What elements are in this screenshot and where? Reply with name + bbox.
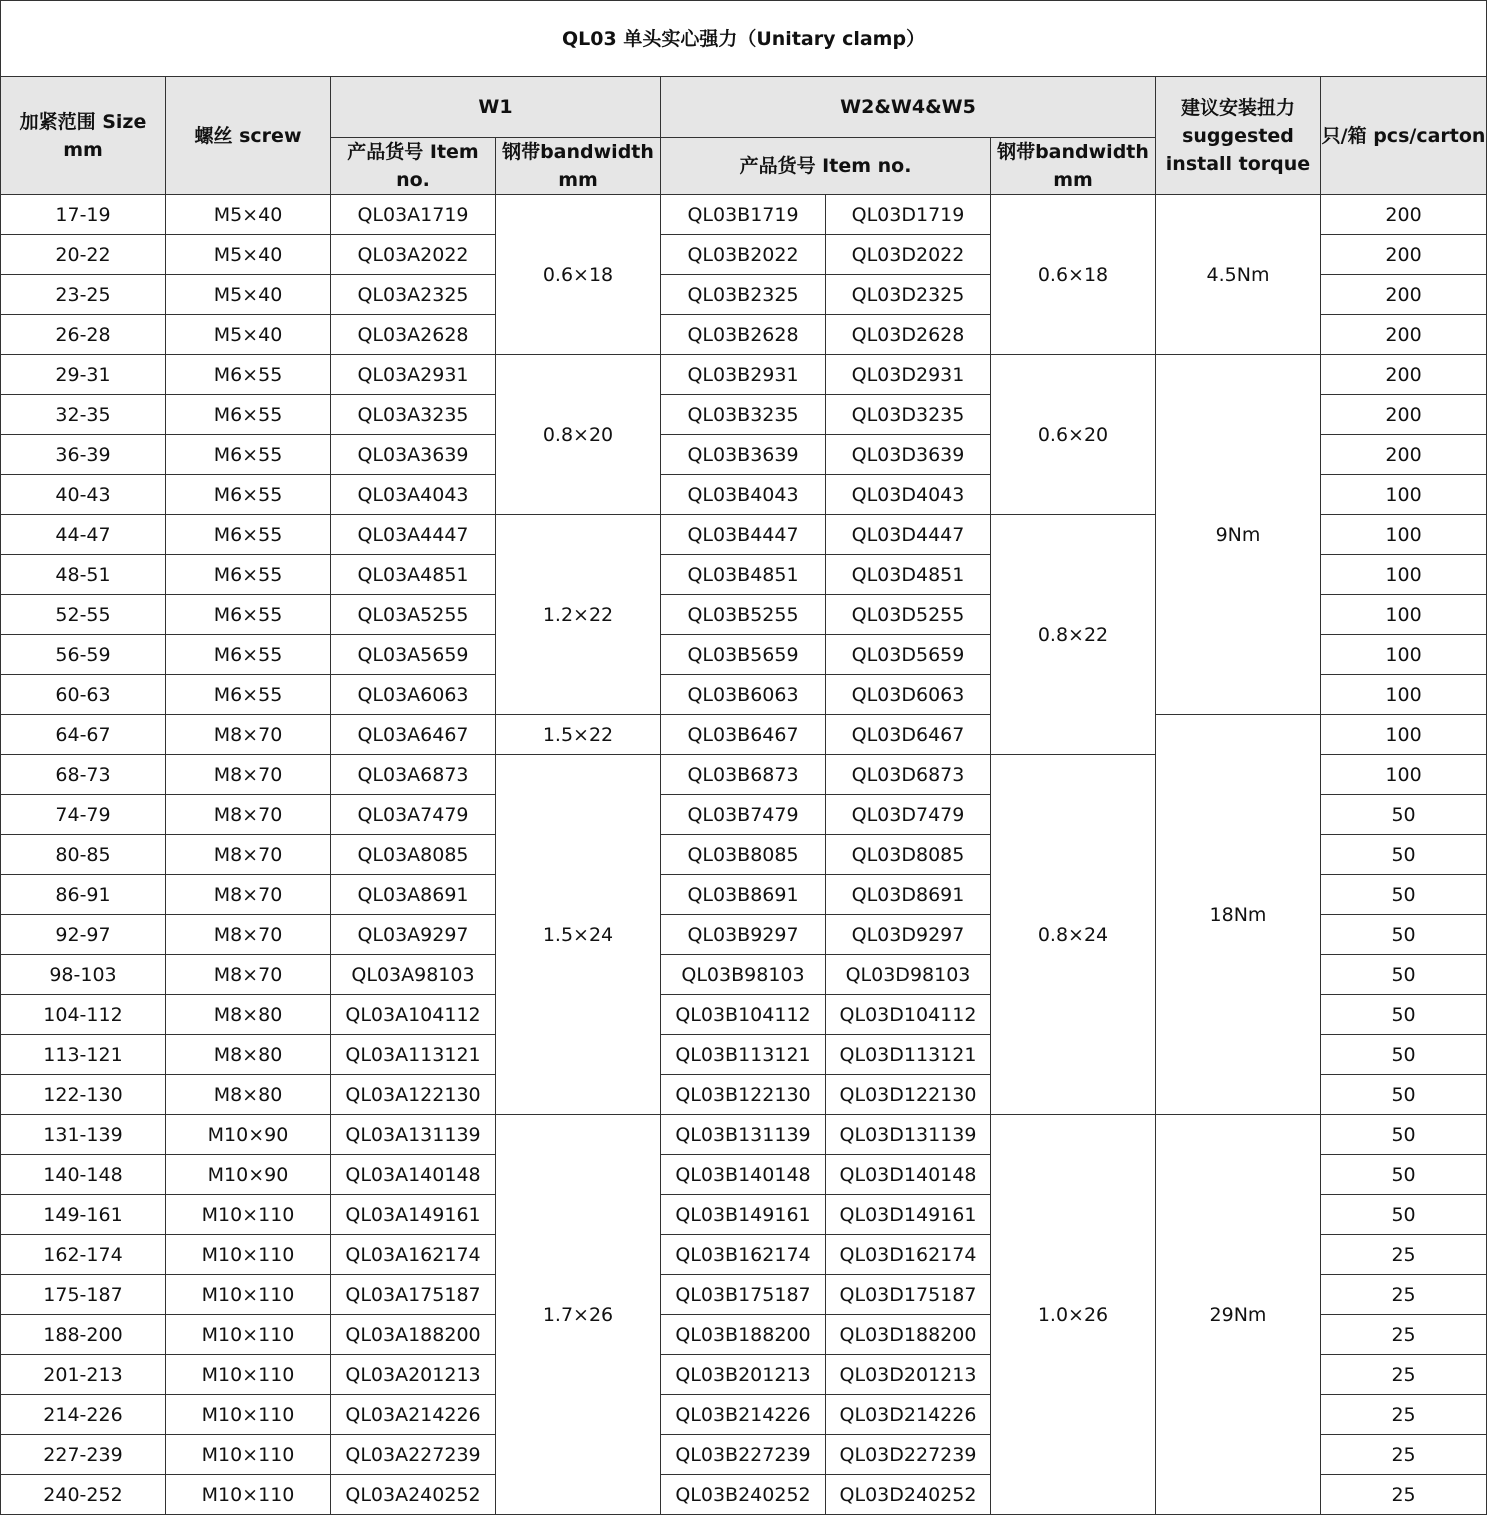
w2-item-b-cell: QL03B3639 <box>661 435 826 475</box>
screw-cell: M10×90 <box>166 1115 331 1155</box>
header-torque: 建议安装扭力 suggested install torque <box>1156 77 1321 195</box>
w2-item-d-cell: QL03D98103 <box>826 955 991 995</box>
pcs-cell: 25 <box>1321 1475 1487 1515</box>
w2-item-b-cell: QL03B227239 <box>661 1435 826 1475</box>
pcs-cell: 50 <box>1321 835 1487 875</box>
torque-cell: 9Nm <box>1156 355 1321 715</box>
screw-cell: M6×55 <box>166 595 331 635</box>
w2-item-b-cell: QL03B8085 <box>661 835 826 875</box>
size-cell: 26-28 <box>1 315 166 355</box>
screw-cell: M8×70 <box>166 795 331 835</box>
w2-item-b-cell: QL03B6467 <box>661 715 826 755</box>
header-w1: W1 <box>331 77 661 138</box>
w1-item-cell: QL03A2931 <box>331 355 496 395</box>
pcs-cell: 200 <box>1321 435 1487 475</box>
pcs-cell: 50 <box>1321 1035 1487 1075</box>
header-w2-bandwidth: 钢带bandwidth mm <box>991 138 1156 195</box>
screw-cell: M6×55 <box>166 515 331 555</box>
screw-cell: M5×40 <box>166 235 331 275</box>
header-w2-item: 产品货号 Item no. <box>661 138 991 195</box>
table-row <box>1 715 1487 755</box>
w1-item-cell: QL03A104112 <box>331 995 496 1035</box>
w1-bandwidth-cell: 1.2×22 <box>496 515 661 715</box>
size-cell: 20-22 <box>1 235 166 275</box>
pcs-cell: 100 <box>1321 555 1487 595</box>
w2-item-d-cell: QL03D188200 <box>826 1315 991 1355</box>
w2-item-b-cell: QL03B214226 <box>661 1395 826 1435</box>
w1-bandwidth-cell: 1.5×24 <box>496 755 661 1115</box>
w2-item-d-cell: QL03D4043 <box>826 475 991 515</box>
w2-item-b-cell: QL03B2931 <box>661 355 826 395</box>
w2-item-d-cell: QL03D5659 <box>826 635 991 675</box>
w2-item-d-cell: QL03D6063 <box>826 675 991 715</box>
w1-item-cell: QL03A98103 <box>331 955 496 995</box>
header-w1-item: 产品货号 Item no. <box>331 138 496 195</box>
pcs-cell: 25 <box>1321 1435 1487 1475</box>
screw-cell: M8×70 <box>166 955 331 995</box>
w1-item-cell: QL03A188200 <box>331 1315 496 1355</box>
w2-item-b-cell: QL03B1719 <box>661 195 826 235</box>
w2-item-d-cell: QL03D2931 <box>826 355 991 395</box>
torque-cell: 4.5Nm <box>1156 195 1321 355</box>
size-cell: 162-174 <box>1 1235 166 1275</box>
pcs-cell: 100 <box>1321 715 1487 755</box>
w1-item-cell: QL03A201213 <box>331 1355 496 1395</box>
w2-item-d-cell: QL03D1719 <box>826 195 991 235</box>
w1-item-cell: QL03A175187 <box>331 1275 496 1315</box>
w2-item-d-cell: QL03D9297 <box>826 915 991 955</box>
torque-cell: 18Nm <box>1156 715 1321 1115</box>
w1-bandwidth-cell: 0.8×20 <box>496 355 661 515</box>
pcs-cell: 25 <box>1321 1315 1487 1355</box>
screw-cell: M6×55 <box>166 435 331 475</box>
w2-item-d-cell: QL03D2022 <box>826 235 991 275</box>
screw-cell: M8×70 <box>166 915 331 955</box>
w1-item-cell: QL03A149161 <box>331 1195 496 1235</box>
w2-item-d-cell: QL03D122130 <box>826 1075 991 1115</box>
w2-item-b-cell: QL03B4043 <box>661 475 826 515</box>
header-pcs: 只/箱 pcs/carton <box>1321 77 1487 195</box>
w1-item-cell: QL03A227239 <box>331 1435 496 1475</box>
w2-bandwidth-cell: 1.0×26 <box>991 1115 1156 1515</box>
header-screw: 螺丝 screw <box>166 77 331 195</box>
table-row <box>1 355 1487 395</box>
w1-item-cell: QL03A5255 <box>331 595 496 635</box>
w2-item-d-cell: QL03D104112 <box>826 995 991 1035</box>
w2-item-d-cell: QL03D113121 <box>826 1035 991 1075</box>
screw-cell: M10×110 <box>166 1355 331 1395</box>
w1-item-cell: QL03A8691 <box>331 875 496 915</box>
w2-item-d-cell: QL03D3639 <box>826 435 991 475</box>
screw-cell: M10×110 <box>166 1475 331 1515</box>
w1-item-cell: QL03A2022 <box>331 235 496 275</box>
screw-cell: M6×55 <box>166 675 331 715</box>
pcs-cell: 50 <box>1321 1195 1487 1235</box>
pcs-cell: 25 <box>1321 1355 1487 1395</box>
size-cell: 48-51 <box>1 555 166 595</box>
pcs-cell: 25 <box>1321 1395 1487 1435</box>
w2-item-d-cell: QL03D201213 <box>826 1355 991 1395</box>
screw-cell: M10×110 <box>166 1315 331 1355</box>
w2-item-b-cell: QL03B2022 <box>661 235 826 275</box>
w2-bandwidth-cell: 0.6×20 <box>991 355 1156 515</box>
header-w2w4w5: W2&W4&W5 <box>661 77 1156 138</box>
screw-cell: M6×55 <box>166 395 331 435</box>
table-row <box>1 195 1487 235</box>
w2-bandwidth-cell: 0.8×22 <box>991 515 1156 755</box>
w2-item-d-cell: QL03D214226 <box>826 1395 991 1435</box>
screw-cell: M8×70 <box>166 835 331 875</box>
w2-item-b-cell: QL03B175187 <box>661 1275 826 1315</box>
screw-cell: M5×40 <box>166 315 331 355</box>
size-cell: 32-35 <box>1 395 166 435</box>
w2-item-b-cell: QL03B131139 <box>661 1115 826 1155</box>
w2-item-b-cell: QL03B4851 <box>661 555 826 595</box>
size-cell: 240-252 <box>1 1475 166 1515</box>
w2-item-d-cell: QL03D5255 <box>826 595 991 635</box>
w2-bandwidth-cell: 0.6×18 <box>991 195 1156 355</box>
w1-item-cell: QL03A2325 <box>331 275 496 315</box>
size-cell: 86-91 <box>1 875 166 915</box>
w2-item-b-cell: QL03B140148 <box>661 1155 826 1195</box>
pcs-cell: 100 <box>1321 635 1487 675</box>
w1-item-cell: QL03A7479 <box>331 795 496 835</box>
screw-cell: M8×80 <box>166 1075 331 1115</box>
pcs-cell: 200 <box>1321 395 1487 435</box>
pcs-cell: 200 <box>1321 355 1487 395</box>
w2-item-b-cell: QL03B4447 <box>661 515 826 555</box>
w1-item-cell: QL03A8085 <box>331 835 496 875</box>
w1-bandwidth-cell: 1.7×26 <box>496 1115 661 1515</box>
w2-item-b-cell: QL03B98103 <box>661 955 826 995</box>
w2-item-d-cell: QL03D2628 <box>826 315 991 355</box>
pcs-cell: 100 <box>1321 755 1487 795</box>
screw-cell: M8×70 <box>166 715 331 755</box>
w1-item-cell: QL03A5659 <box>331 635 496 675</box>
table-body <box>1 195 1487 1515</box>
size-cell: 104-112 <box>1 995 166 1035</box>
pcs-cell: 50 <box>1321 955 1487 995</box>
pcs-cell: 200 <box>1321 235 1487 275</box>
w2-item-d-cell: QL03D7479 <box>826 795 991 835</box>
screw-cell: M6×55 <box>166 475 331 515</box>
screw-cell: M6×55 <box>166 635 331 675</box>
size-cell: 80-85 <box>1 835 166 875</box>
screw-cell: M8×80 <box>166 1035 331 1075</box>
w1-item-cell: QL03A4043 <box>331 475 496 515</box>
w1-item-cell: QL03A3235 <box>331 395 496 435</box>
size-cell: 98-103 <box>1 955 166 995</box>
header-size: 加紧范围 Size mm <box>1 77 166 195</box>
w2-item-d-cell: QL03D131139 <box>826 1115 991 1155</box>
w2-item-d-cell: QL03D8085 <box>826 835 991 875</box>
pcs-cell: 100 <box>1321 595 1487 635</box>
w2-item-d-cell: QL03D240252 <box>826 1475 991 1515</box>
screw-cell: M5×40 <box>166 195 331 235</box>
w1-item-cell: QL03A1719 <box>331 195 496 235</box>
size-cell: 201-213 <box>1 1355 166 1395</box>
w1-item-cell: QL03A122130 <box>331 1075 496 1115</box>
size-cell: 74-79 <box>1 795 166 835</box>
w2-item-b-cell: QL03B2628 <box>661 315 826 355</box>
w2-item-d-cell: QL03D175187 <box>826 1275 991 1315</box>
w2-item-b-cell: QL03B240252 <box>661 1475 826 1515</box>
w2-item-b-cell: QL03B7479 <box>661 795 826 835</box>
w2-item-d-cell: QL03D6467 <box>826 715 991 755</box>
w1-item-cell: QL03A9297 <box>331 915 496 955</box>
size-cell: 44-47 <box>1 515 166 555</box>
screw-cell: M10×110 <box>166 1435 331 1475</box>
w2-item-b-cell: QL03B104112 <box>661 995 826 1035</box>
pcs-cell: 25 <box>1321 1275 1487 1315</box>
w2-item-d-cell: QL03D4447 <box>826 515 991 555</box>
w2-item-b-cell: QL03B5255 <box>661 595 826 635</box>
w2-item-b-cell: QL03B6873 <box>661 755 826 795</box>
w2-item-b-cell: QL03B122130 <box>661 1075 826 1115</box>
size-cell: 52-55 <box>1 595 166 635</box>
pcs-cell: 100 <box>1321 675 1487 715</box>
size-cell: 56-59 <box>1 635 166 675</box>
pcs-cell: 50 <box>1321 915 1487 955</box>
screw-cell: M8×80 <box>166 995 331 1035</box>
w2-item-d-cell: QL03D2325 <box>826 275 991 315</box>
w2-item-b-cell: QL03B201213 <box>661 1355 826 1395</box>
screw-cell: M6×55 <box>166 355 331 395</box>
w2-item-d-cell: QL03D140148 <box>826 1155 991 1195</box>
w2-item-b-cell: QL03B5659 <box>661 635 826 675</box>
pcs-cell: 50 <box>1321 995 1487 1035</box>
size-cell: 40-43 <box>1 475 166 515</box>
size-cell: 227-239 <box>1 1435 166 1475</box>
size-cell: 140-148 <box>1 1155 166 1195</box>
size-cell: 214-226 <box>1 1395 166 1435</box>
screw-cell: M10×110 <box>166 1195 331 1235</box>
pcs-cell: 50 <box>1321 1075 1487 1115</box>
w2-item-d-cell: QL03D162174 <box>826 1235 991 1275</box>
screw-cell: M6×55 <box>166 555 331 595</box>
w2-item-b-cell: QL03B8691 <box>661 875 826 915</box>
w2-item-b-cell: QL03B3235 <box>661 395 826 435</box>
screw-cell: M10×90 <box>166 1155 331 1195</box>
size-cell: 23-25 <box>1 275 166 315</box>
w1-bandwidth-cell: 0.6×18 <box>496 195 661 355</box>
pcs-cell: 200 <box>1321 195 1487 235</box>
w2-item-d-cell: QL03D3235 <box>826 395 991 435</box>
w1-item-cell: QL03A4447 <box>331 515 496 555</box>
pcs-cell: 50 <box>1321 1115 1487 1155</box>
w1-item-cell: QL03A6467 <box>331 715 496 755</box>
size-cell: 131-139 <box>1 1115 166 1155</box>
w2-item-d-cell: QL03D8691 <box>826 875 991 915</box>
size-cell: 122-130 <box>1 1075 166 1115</box>
size-cell: 188-200 <box>1 1315 166 1355</box>
size-cell: 60-63 <box>1 675 166 715</box>
screw-cell: M10×110 <box>166 1275 331 1315</box>
size-cell: 68-73 <box>1 755 166 795</box>
size-cell: 175-187 <box>1 1275 166 1315</box>
screw-cell: M5×40 <box>166 275 331 315</box>
pcs-cell: 25 <box>1321 1235 1487 1275</box>
size-cell: 113-121 <box>1 1035 166 1075</box>
size-cell: 17-19 <box>1 195 166 235</box>
w1-item-cell: QL03A214226 <box>331 1395 496 1435</box>
w1-item-cell: QL03A240252 <box>331 1475 496 1515</box>
w2-item-b-cell: QL03B2325 <box>661 275 826 315</box>
size-cell: 36-39 <box>1 435 166 475</box>
pcs-cell: 100 <box>1321 515 1487 555</box>
w1-item-cell: QL03A6063 <box>331 675 496 715</box>
pcs-cell: 100 <box>1321 475 1487 515</box>
w2-item-b-cell: QL03B113121 <box>661 1035 826 1075</box>
w2-item-d-cell: QL03D149161 <box>826 1195 991 1235</box>
w2-item-b-cell: QL03B149161 <box>661 1195 826 1235</box>
w2-item-d-cell: QL03D227239 <box>826 1435 991 1475</box>
w1-item-cell: QL03A3639 <box>331 435 496 475</box>
w2-item-b-cell: QL03B188200 <box>661 1315 826 1355</box>
pcs-cell: 200 <box>1321 275 1487 315</box>
w2-item-d-cell: QL03D4851 <box>826 555 991 595</box>
screw-cell: M10×110 <box>166 1395 331 1435</box>
pcs-cell: 50 <box>1321 1155 1487 1195</box>
w1-item-cell: QL03A113121 <box>331 1035 496 1075</box>
pcs-cell: 200 <box>1321 315 1487 355</box>
size-cell: 149-161 <box>1 1195 166 1235</box>
w1-item-cell: QL03A140148 <box>331 1155 496 1195</box>
pcs-cell: 50 <box>1321 875 1487 915</box>
screw-cell: M8×70 <box>166 755 331 795</box>
header-w1-bandwidth: 钢带bandwidth mm <box>496 138 661 195</box>
size-cell: 64-67 <box>1 715 166 755</box>
w1-item-cell: QL03A6873 <box>331 755 496 795</box>
w2-bandwidth-cell: 0.8×24 <box>991 755 1156 1115</box>
table-title: QL03 单头实心强力（Unitary clamp） <box>1 1 1487 77</box>
w1-item-cell: QL03A131139 <box>331 1115 496 1155</box>
w2-item-b-cell: QL03B6063 <box>661 675 826 715</box>
w1-item-cell: QL03A162174 <box>331 1235 496 1275</box>
w1-bandwidth-cell: 1.5×22 <box>496 715 661 755</box>
w2-item-b-cell: QL03B9297 <box>661 915 826 955</box>
screw-cell: M8×70 <box>166 875 331 915</box>
pcs-cell: 50 <box>1321 795 1487 835</box>
w2-item-b-cell: QL03B162174 <box>661 1235 826 1275</box>
w1-item-cell: QL03A2628 <box>331 315 496 355</box>
table-row <box>1 1115 1487 1155</box>
size-cell: 92-97 <box>1 915 166 955</box>
size-cell: 29-31 <box>1 355 166 395</box>
torque-cell: 29Nm <box>1156 1115 1321 1515</box>
screw-cell: M10×110 <box>166 1235 331 1275</box>
w1-item-cell: QL03A4851 <box>331 555 496 595</box>
w2-item-d-cell: QL03D6873 <box>826 755 991 795</box>
